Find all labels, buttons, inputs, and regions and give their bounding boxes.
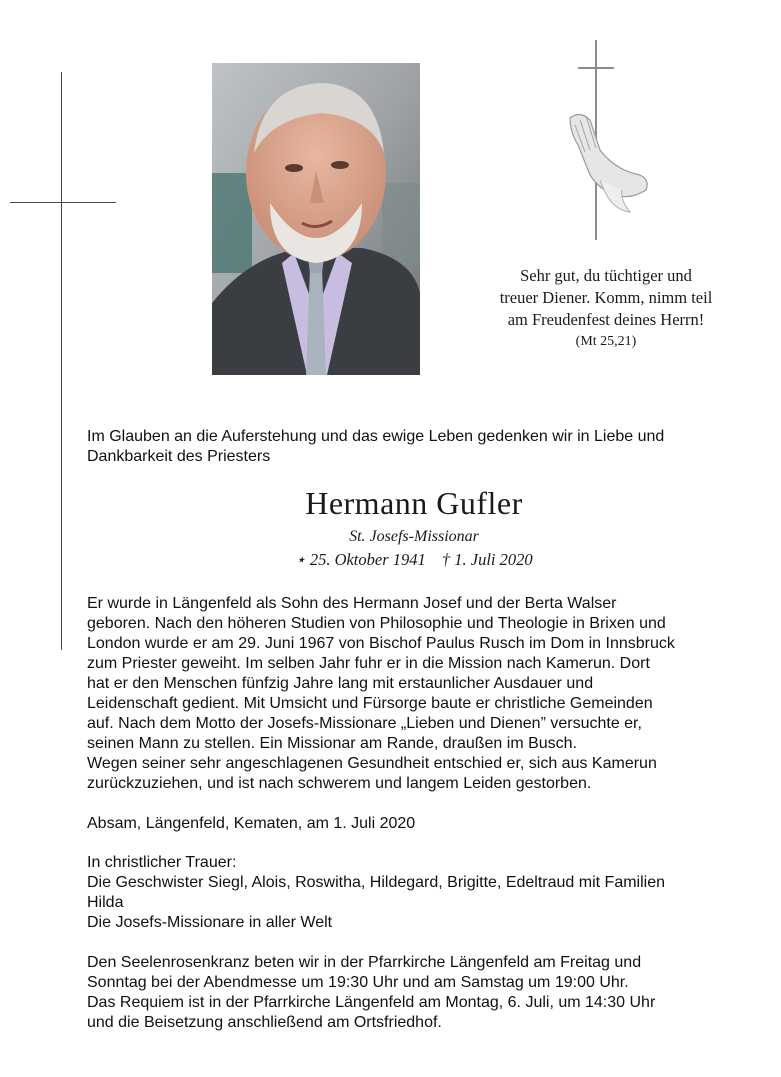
bible-verse <box>468 265 744 353</box>
verse-reference: (Mt 25,21) <box>575 334 637 349</box>
intro-line: Im Glauben an die Auferstehung und das ewige Leben gedenken wir in Liebe und <box>87 428 665 445</box>
biography-line: Er wurde in Längenfeld als Sohn des Hermann Josef und der Berta Walser <box>87 595 617 612</box>
biography-line: zurückzuziehen, und ist nach schwerem und langem Leiden gestorben. <box>87 775 592 792</box>
mourners <box>87 853 767 933</box>
biography-line: Wegen seiner sehr angeschlagenen Gesundheit entschied er, sich aus Kamerun <box>87 755 657 772</box>
praying-hands-cross-image <box>560 40 660 245</box>
cross-horizontal-line <box>10 202 116 203</box>
place-date <box>87 814 767 834</box>
service-info <box>87 953 767 1033</box>
mourners-line: Die Josefs-Missionare in aller Welt <box>87 914 333 931</box>
service-line: Das Requiem ist in der Pfarrkirche Längenfeld am Montag, 6. Juli, um 14:30 Uhr <box>87 994 656 1011</box>
biography-line: geboren. Nach den höheren Studien von Philosophie und Theologie in Brixen und <box>87 615 666 632</box>
birth-star-icon: ⋆ <box>295 550 306 569</box>
biography-line: hat er den Menschen fünfzig Jahre lang mit erstaunlicher Ausdauer und <box>87 675 594 692</box>
mourners-line: Hilda <box>87 894 124 911</box>
birth-date: 25. Oktober 1941 <box>309 550 426 569</box>
biography <box>87 594 767 794</box>
life-dates <box>0 550 781 570</box>
mourners-line: Die Geschwister Siegl, Alois, Roswitha, Hildegard, Brigitte, Edeltraud mit Familien <box>87 874 666 891</box>
portrait-photo <box>212 63 420 375</box>
intro-text <box>87 427 747 467</box>
service-line: und die Beisetzung anschließend am Ortsfriedhof. <box>87 1014 442 1031</box>
deceased-order: St. Josefs-Missionar <box>349 528 479 545</box>
intro-line: Dankbarkeit des Priesters <box>87 448 271 465</box>
verse-line: Sehr gut, du tüchtiger und <box>520 266 692 285</box>
death-cross-icon: † <box>441 550 451 569</box>
place-date-line: Absam, Längenfeld, Kematen, am 1. Juli 2020 <box>87 815 416 832</box>
verse-line: treuer Diener. Komm, nimm teil <box>499 288 713 307</box>
service-line: Den Seelenrosenkranz beten wir in der Pfarrkirche Längenfeld am Freitag und <box>87 954 642 971</box>
biography-line: seinen Mann zu stellen. Ein Missionar am Rande, draußen im Busch. <box>87 735 578 752</box>
verse-line: am Freudenfest deines Herrn! <box>507 310 705 329</box>
biography-line: Leidenschaft gedient. Mit Umsicht und Fürsorge baute er christliche Gemeinden <box>87 695 653 712</box>
biography-line: zum Priester geweiht. Im selben Jahr fuhr er in die Mission nach Kamerun. Dort <box>87 655 650 672</box>
biography-line: auf. Nach dem Motto der Josefs-Missionare „Lieben und Dienen” versuchte er, <box>87 715 642 732</box>
service-line: Sonntag bei der Abendmesse um 19:30 Uhr und am Samstag um 19:00 Uhr. <box>87 974 629 991</box>
biography-line: London wurde er am 29. Juni 1967 von Bischof Paulus Rusch im Dom in Innsbruck <box>87 635 675 652</box>
mourners-line: In christlicher Trauer: <box>87 854 237 871</box>
deceased-name: Hermann Gufler <box>305 485 523 521</box>
death-date: 1. Juli 2020 <box>454 550 533 569</box>
